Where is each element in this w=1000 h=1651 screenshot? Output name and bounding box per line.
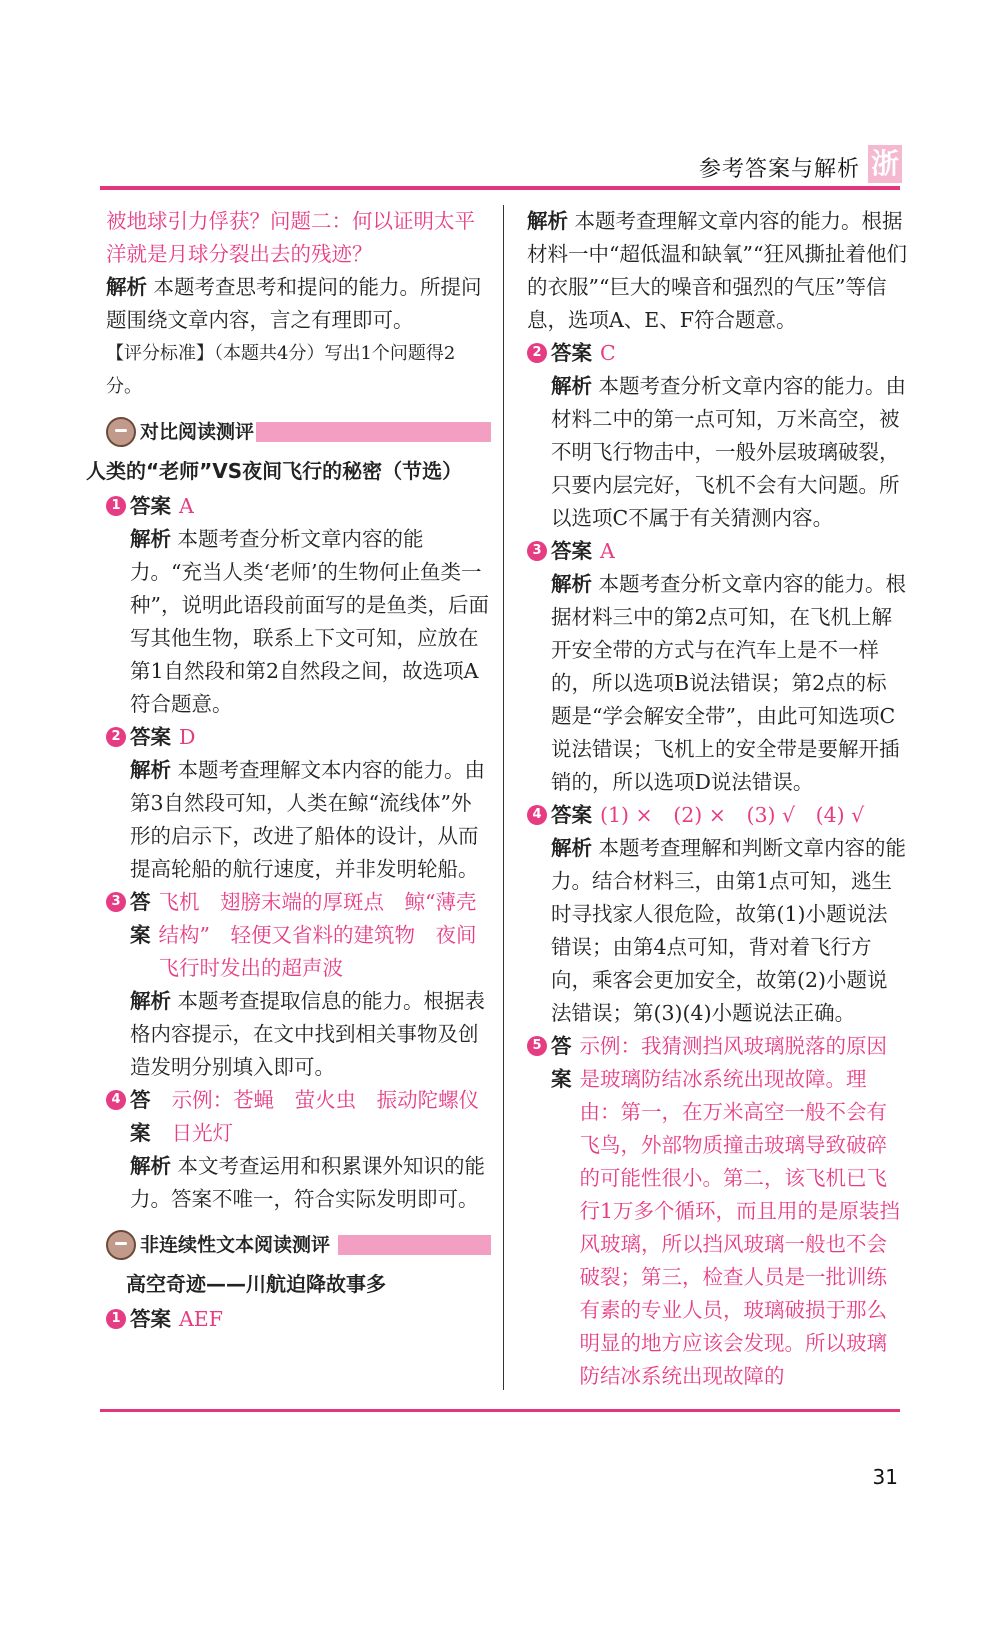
answer-text: 飞机 翅膀末端的厚斑点 鲸“薄壳结构” 轻便又省料的建筑物 夜间飞行时发出的超声波: [158, 890, 477, 980]
answer-text: (1) × (2) × (3) √ (4) √: [600, 803, 865, 827]
number-badge: 4: [527, 805, 547, 825]
right-column: [527, 205, 907, 1393]
mascot-icon: [106, 417, 136, 447]
page-number: 31: [872, 1465, 898, 1489]
answer-text: D: [179, 725, 196, 749]
answer-label: 答案: [551, 539, 592, 563]
answer-text: 示例：苍蝇 萤火虫 振动陀螺仪 日光灯: [171, 1088, 500, 1145]
number-badge: 2: [527, 343, 547, 363]
number-badge: 3: [527, 541, 547, 561]
analysis-text: 本题考查理解文章内容的能力。根据材料一中“超低温和缺氧”“狂风撕扯着他们的衣服”“巨大的噪音和强烈的气压”等信息，选项A、E、F符合题意。: [527, 209, 907, 332]
number-badge: 2: [106, 727, 126, 747]
answer-item: [527, 799, 907, 1030]
analysis-text: 本题考查分析文章内容的能力。根据材料三中的第2点可知，在飞机上解开安全带的方式与在汽车上是不一样的，所以选项B说法错误；第2点的标题是“学会解安全带”，由此可知选项C说法错误；飞机上的安全带是要解开插销的，所以选项D说法错误。: [551, 572, 907, 794]
answer-item: [527, 535, 907, 799]
header-title: 参考答案与解析: [698, 157, 860, 182]
number-badge: 3: [106, 892, 126, 912]
column-divider: [503, 205, 504, 1390]
left-column: [86, 205, 500, 1336]
analysis-label: 解析: [551, 836, 592, 860]
province-tag: 浙: [868, 145, 902, 183]
answer-label: 答案: [130, 1307, 171, 1331]
analysis-label: 解析: [130, 989, 171, 1013]
analysis-label: 解析: [551, 374, 592, 398]
mascot-icon: [106, 1230, 136, 1260]
analysis-text: 本文考查运用和积累课外知识的能力。答案不唯一，符合实际发明即可。: [130, 1154, 486, 1211]
scoring-standard: 【评分标准】（本题共4分）写出1个问题得2分。: [106, 343, 456, 397]
analysis-text: 本题考查思考和提问的能力。所提问题围绕文章内容，言之有理即可。: [106, 275, 482, 332]
analysis-text: 本题考查分析文章内容的能力。由材料二中的第一点可知，万米高空，被不明飞行物击中，一般外层玻璃破裂，只要内层完好，飞机不会有大问题。所以选项C不属于有关猜测内容。: [551, 374, 907, 530]
answer-text: A: [179, 494, 194, 518]
analysis-text: 本题考查理解和判断文章内容的能力。结合材料三，由第1点可知，逃生时寻找家人很危险，故第(1)小题说法错误；由第4点可知，背对着飞行方向，乘客会更加安全，故第(2)小题说法错误；第(3)(4)小题说法正确。: [551, 836, 907, 1025]
answer-label: 答案: [551, 803, 592, 827]
answer-label: 答案: [130, 1088, 151, 1145]
analysis-label: 解析: [106, 275, 147, 299]
answer-label: 答案: [130, 890, 151, 947]
analysis-text: 本题考查理解文本内容的能力。由第3自然段可知，人类在鲸“流线体”外形的启示下，改进了船体的设计，从而提高轮船的航行速度，并非发明轮船。: [130, 758, 486, 881]
answer-label: 答案: [130, 725, 171, 749]
header-rule: [100, 186, 900, 190]
answer-item: [106, 886, 491, 1084]
number-badge: 1: [106, 496, 126, 516]
analysis-text: 本题考查分析文章内容的能力。“充当人类‘老师’的生物何止鱼类一种”，说明此语段前面写的是鱼类，后面写其他生物，联系上下文可知，应放在第1自然段和第2自然段之间，故选项A符合题意。: [130, 527, 489, 716]
answer-item: [527, 1030, 907, 1393]
analysis-label: 解析: [130, 527, 171, 551]
answer-label: 答案: [551, 1034, 572, 1091]
answer-item: [106, 721, 491, 886]
answer-text: AEF: [179, 1307, 223, 1331]
answer-text: C: [600, 341, 616, 365]
analysis-label: 解析: [551, 572, 592, 596]
number-badge: 1: [106, 1309, 126, 1329]
answer-item: [106, 1303, 491, 1336]
section-bar: [338, 1235, 491, 1255]
section-header-noncontinuous-text: [106, 1226, 491, 1264]
answer-label: 答案: [130, 494, 171, 518]
answer-item: [527, 337, 907, 535]
section-label: 非连续性文本阅读测评: [140, 1233, 331, 1256]
analysis-label: 解析: [130, 758, 171, 782]
section-title: 高空奇迹——川航迫降故事多: [126, 1272, 386, 1296]
intro-question-text: 被地球引力俘获？问题二：何以证明太平洋就是月球分裂出去的残迹？: [106, 209, 475, 266]
analysis-label: 解析: [130, 1154, 171, 1178]
number-badge: 4: [106, 1090, 126, 1110]
answer-label: 答案: [551, 341, 592, 365]
answer-item: [106, 490, 491, 721]
section-title: 人类的“老师”VS夜间飞行的秘密（节选）: [86, 459, 463, 483]
analysis-label: 解析: [527, 209, 568, 233]
number-badge: 5: [527, 1036, 547, 1056]
section-header-comparative-reading: [106, 413, 491, 451]
analysis-text: 本题考查提取信息的能力。根据表格内容提示，在文中找到相关事物及创造发明分别填入即可。: [130, 989, 486, 1079]
section-label: 对比阅读测评: [140, 420, 255, 443]
section-bar: [256, 422, 491, 442]
footer-rule: [100, 1409, 900, 1412]
answer-text: A: [600, 539, 615, 563]
answer-item: [106, 1084, 500, 1216]
answer-text: 示例：我猜测挡风玻璃脱落的原因是玻璃防结冰系统出现故障。理由：第一，在万米高空一般不会有飞鸟，外部物质撞击玻璃导致破碎的可能性很小。第二，该飞机已飞行1万多个循环，而且用的是原装挡风玻璃，所以挡风玻璃一般也不会破裂；第三，检查人员是一批训练有素的专业人员，玻璃破损于那么明显的地方应该会发现。所以玻璃防结冰系统出现故障的: [579, 1034, 901, 1388]
